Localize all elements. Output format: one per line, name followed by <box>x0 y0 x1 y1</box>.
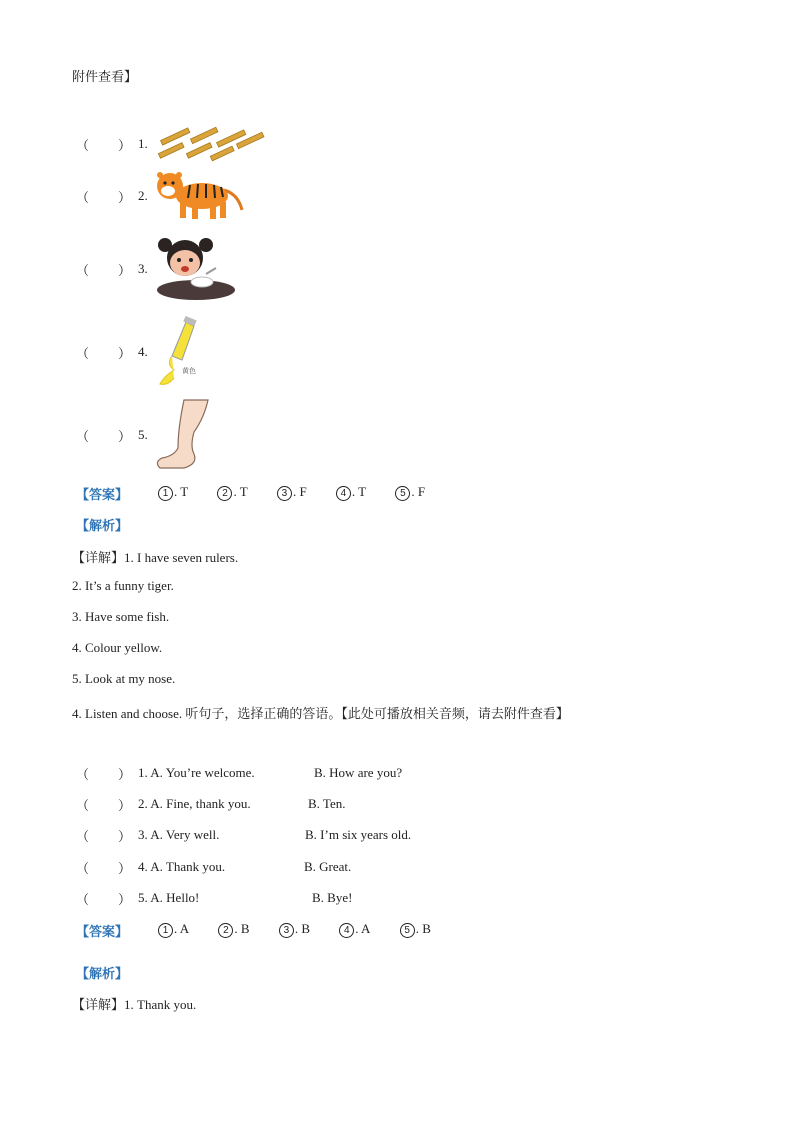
answer-item <box>217 484 247 501</box>
answer-value: . T <box>351 484 367 499</box>
close-paren: ） <box>118 190 132 206</box>
question-row <box>76 763 402 783</box>
close-paren: ） <box>118 138 132 154</box>
circled-number: 1 <box>158 486 173 501</box>
rulers-image <box>156 124 266 162</box>
answer-item <box>218 921 249 938</box>
answer-value: . B <box>294 921 311 936</box>
answer-item <box>400 921 431 938</box>
question-row <box>76 342 148 362</box>
close-paren: ） <box>118 829 132 845</box>
option-a: 3. A. Very well. <box>138 827 220 842</box>
open-paren: （ <box>76 138 90 154</box>
open-paren: （ <box>76 829 90 845</box>
answer-value: . B <box>415 921 431 936</box>
close-paren: ） <box>118 429 132 445</box>
answer-value: . A <box>355 921 371 936</box>
close-paren: ） <box>118 263 132 279</box>
circled-number: 4 <box>339 923 354 938</box>
close-paren: ） <box>118 767 132 783</box>
circled-number: 3 <box>277 486 292 501</box>
leg-image <box>154 398 214 470</box>
circled-number: 2 <box>218 923 233 938</box>
detail-text: 5. Look at my nose. <box>72 671 176 686</box>
section-heading <box>72 703 569 722</box>
answer-item <box>158 484 188 501</box>
tube-label: 黄色 <box>182 367 196 375</box>
circled-number: 5 <box>400 923 415 938</box>
question-number: 3. <box>138 261 148 276</box>
answer-label: 【答案】 <box>76 925 129 940</box>
close-paren: ） <box>118 892 132 908</box>
answer-item <box>339 921 370 938</box>
close-paren: ） <box>118 346 132 362</box>
option-a: 1. A. You’re welcome. <box>138 765 255 780</box>
answer-item <box>395 484 425 501</box>
detail-text: 4. Colour yellow. <box>72 640 163 655</box>
answer-value: . A <box>174 921 190 936</box>
answer-label: 【答案】 <box>76 488 129 503</box>
question-number: 1. <box>138 136 148 151</box>
tiger-image <box>154 168 246 222</box>
question-row <box>76 259 148 279</box>
answer-value: . T <box>233 484 248 499</box>
answer-item <box>279 921 310 938</box>
open-paren: （ <box>76 263 90 279</box>
question-row <box>76 825 411 845</box>
answer-item <box>336 484 366 501</box>
detail-line <box>72 547 238 566</box>
answer-value: . T <box>174 484 189 499</box>
question-number: 4. <box>138 344 148 359</box>
yellow-paint-tube-image <box>154 316 204 388</box>
open-paren: （ <box>76 346 90 362</box>
answer-value: . F <box>411 484 426 499</box>
circled-number: 5 <box>395 486 410 501</box>
circled-number: 2 <box>217 486 232 501</box>
open-paren: （ <box>76 767 90 783</box>
question-row <box>76 425 148 445</box>
answer-value: . B <box>234 921 250 936</box>
heading-cn: 听句子，选择正确的答语。【此处可播放相关音频，请去附件查看】 <box>185 707 569 722</box>
detail-line <box>72 994 196 1013</box>
option-b: B. How are you? <box>314 765 403 780</box>
question-row <box>76 134 148 154</box>
open-paren: （ <box>76 190 90 206</box>
girl-eating-image <box>154 232 238 304</box>
open-paren: （ <box>76 798 90 814</box>
question-number: 5. <box>138 427 148 442</box>
detail-label: 【详解】 <box>72 998 125 1013</box>
detail-text: 2. It’s a funny tiger. <box>72 578 174 593</box>
answer-list <box>158 484 451 501</box>
detail-text: 3. Have some fish. <box>72 609 170 624</box>
option-b: B. Ten. <box>308 796 346 811</box>
circled-number: 1 <box>158 923 173 938</box>
open-paren: （ <box>76 892 90 908</box>
question-row <box>76 888 352 908</box>
heading-en: 4. Listen and choose. <box>72 706 186 721</box>
circled-number: 4 <box>336 486 351 501</box>
option-b: B. I’m six years old. <box>305 827 412 842</box>
detail-text: 1. Thank you. <box>124 997 197 1012</box>
close-paren: ） <box>118 798 132 814</box>
analysis-label: 【解析】 <box>76 967 129 982</box>
answer-list <box>158 921 457 938</box>
question-number: 2. <box>138 188 148 203</box>
answer-item <box>158 921 189 938</box>
option-a: 4. A. Thank you. <box>138 859 226 874</box>
option-a: 2. A. Fine, thank you. <box>138 796 251 811</box>
answer-item <box>277 484 307 501</box>
top-line: 附件查看】 <box>72 70 138 85</box>
option-a: 5. A. Hello! <box>138 890 200 905</box>
detail-label: 【详解】 <box>72 551 125 566</box>
question-row <box>76 857 351 877</box>
answer-value: . F <box>292 484 307 499</box>
detail-text: 1. I have seven rulers. <box>124 550 239 565</box>
question-row <box>76 794 346 814</box>
option-b: B. Great. <box>304 859 352 874</box>
circled-number: 3 <box>279 923 294 938</box>
close-paren: ） <box>118 861 132 877</box>
option-b: B. Bye! <box>312 890 353 905</box>
question-row <box>76 186 148 206</box>
open-paren: （ <box>76 429 90 445</box>
open-paren: （ <box>76 861 90 877</box>
analysis-label: 【解析】 <box>76 519 129 534</box>
